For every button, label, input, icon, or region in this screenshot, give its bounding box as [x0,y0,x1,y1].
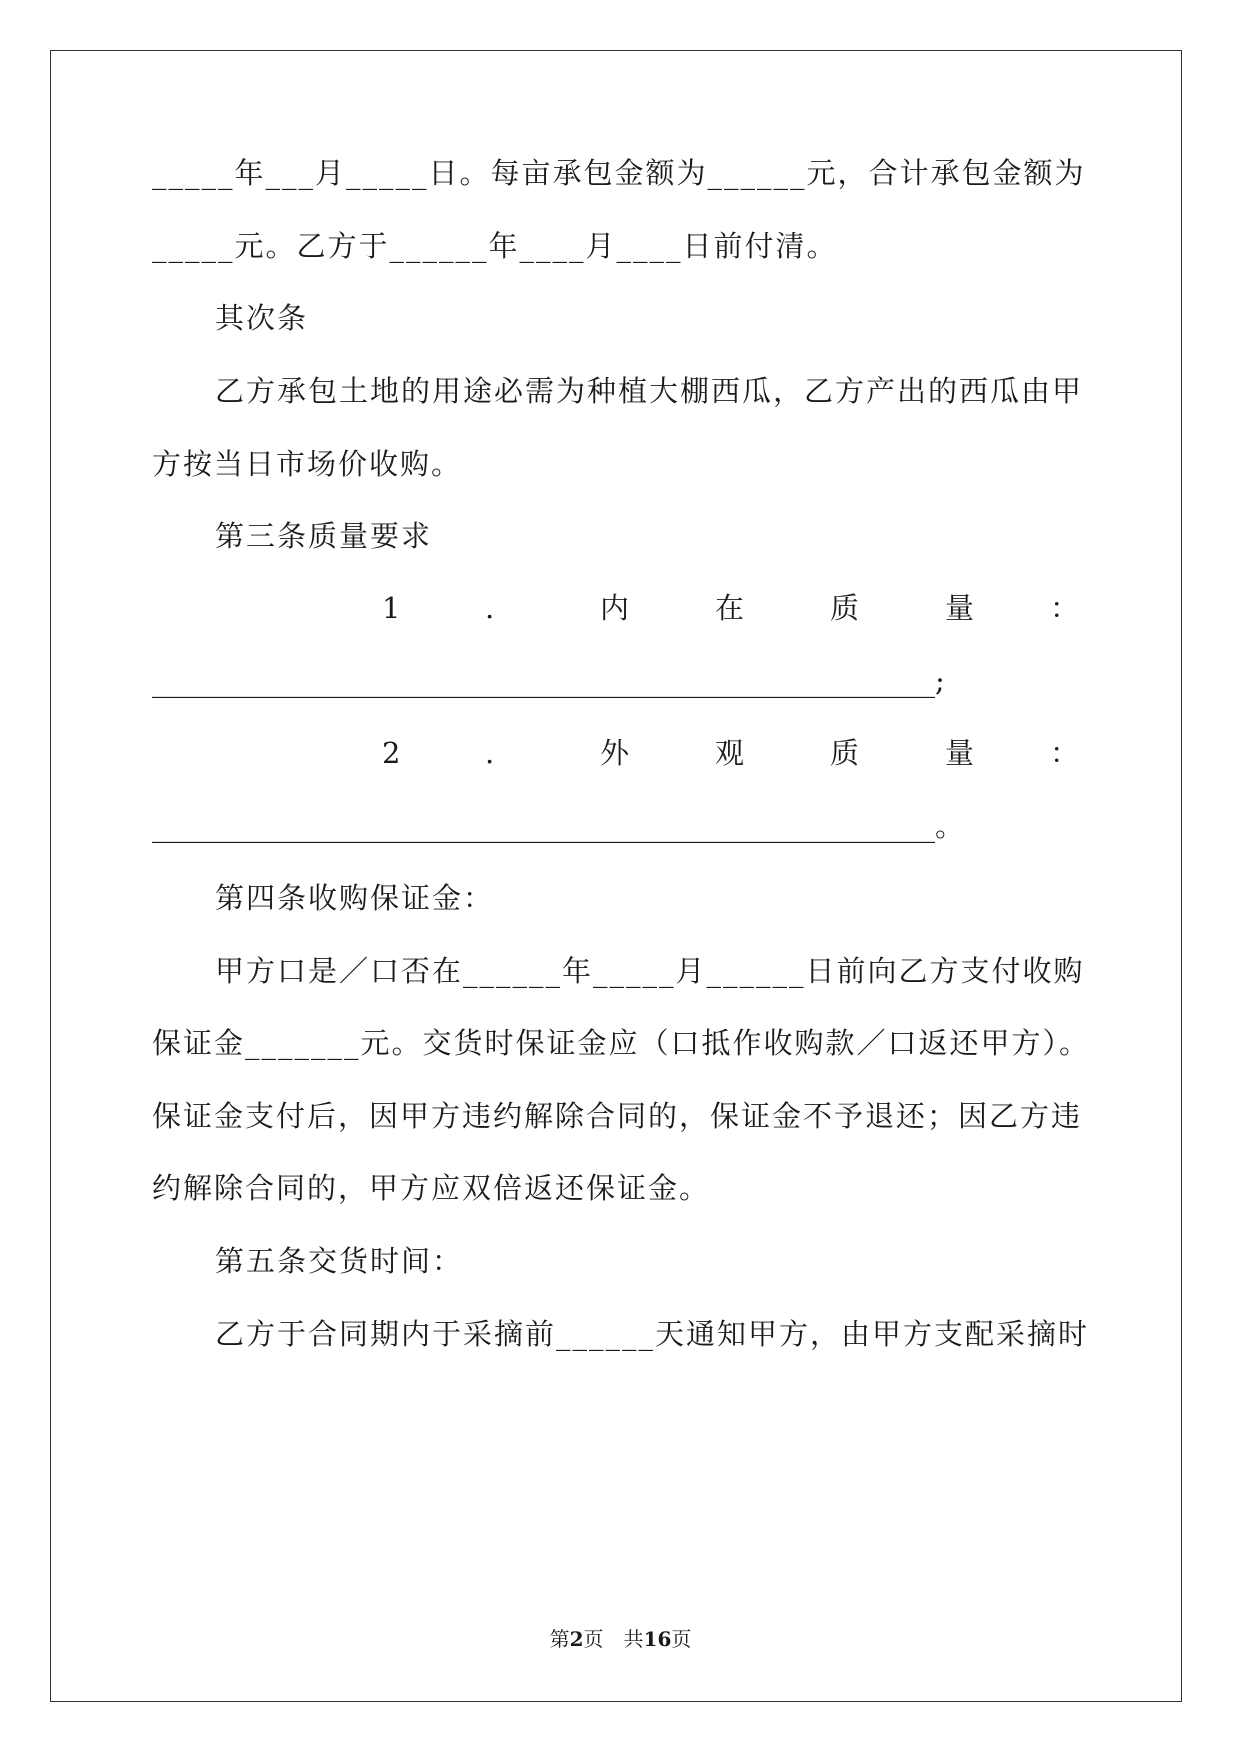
text-line: 方按当日市场价收购。 [152,447,463,481]
item-char: 质 [830,736,860,770]
item-char: 外 [600,736,630,770]
page-footer [0,1623,1241,1652]
section-heading: 其次条 [215,301,309,335]
text-line: 保证金_______元。交货时保证金应（口抵作收购款／口返还甲方）。 [152,1026,1091,1060]
item-colon: ： [1050,591,1080,625]
blank-line: ______________________________________________________; [152,664,945,698]
footer-suffix: 页 [671,1627,692,1651]
section-heading: 第五条交货时间： [215,1244,464,1278]
item-number: 1 [382,591,401,625]
item-char: 观 [715,736,745,770]
text-line: 甲方口是／口否在______年_____月______日前向乙方支付收购 [215,954,1085,988]
text-line: _____年___月_____日。每亩承包金额为______元，合计承包金额为 [152,156,1086,190]
text-line: 乙方承包土地的用途必需为种植大棚西瓜，乙方产出的西瓜由甲 [215,374,1084,408]
item-char: 内 [600,591,630,625]
text-line: 乙方于合同期内于采摘前______天通知甲方，由甲方支配采摘时 [215,1317,1090,1351]
text-line: 保证金支付后，因甲方违约解除合同的，保证金不予退还；因乙方违 [152,1099,1083,1133]
blank-line: ______________________________________________________。 [152,809,965,843]
item-char: 质 [830,591,860,625]
item-char: 在 [715,591,745,625]
item-dot: . [485,736,495,770]
item-colon: ： [1050,736,1080,770]
section-heading: 第四条收购保证金： [215,881,495,915]
section-heading: 第三条质量要求 [215,519,433,553]
page-border [50,50,1182,1702]
total-page-number: 16 [643,1627,672,1651]
current-page-number: 2 [569,1627,584,1651]
footer-mid: 页 共 [583,1627,644,1651]
item-char: 量 [945,591,975,625]
footer-prefix: 第 [549,1627,570,1651]
text-line: 约解除合同的，甲方应双倍返还保证金。 [152,1171,711,1205]
text-line: _____元。乙方于______年____月____日前付清。 [152,229,838,263]
item-dot: . [485,591,495,625]
item-number: 2 [382,736,401,770]
item-char: 量 [945,736,975,770]
